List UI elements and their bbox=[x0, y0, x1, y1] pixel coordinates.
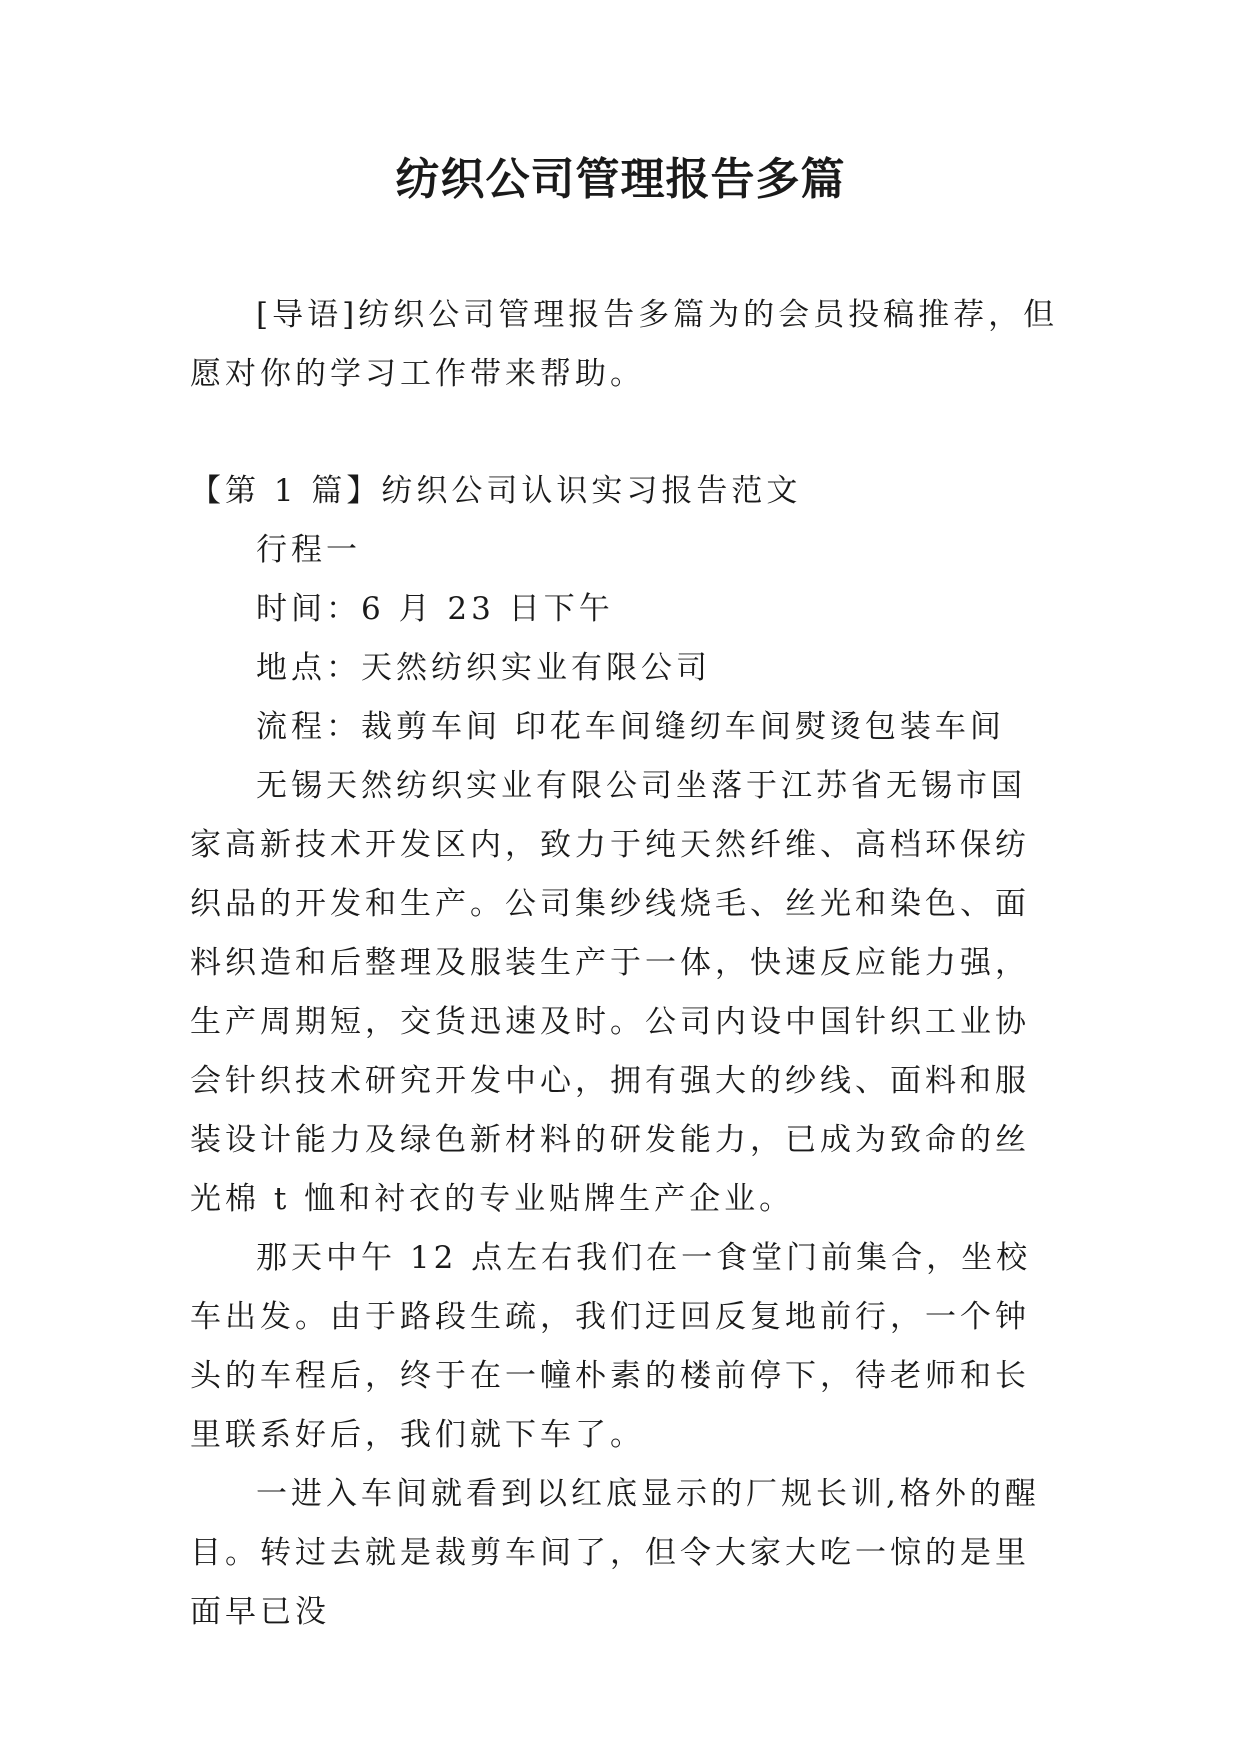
body-paragraph-trip: 那天中午 12 点左右我们在一食堂门前集合，坐校车出发。由于路段生疏，我们迂回反复地前行，一个钟头的车程后，终于在一幢朴素的楼前停下，待老师和长里联系好后，我们就下车了。 bbox=[190, 1240, 1032, 1453]
itinerary-time: 时间：6 月 23 日下午 bbox=[256, 591, 614, 627]
document-body bbox=[190, 286, 1060, 1642]
itinerary-process: 流程：裁剪车间 印花车间缝纫车间熨烫包装车间 bbox=[256, 709, 1005, 745]
document-title: 纺织公司管理报告多篇 bbox=[395, 154, 846, 205]
itinerary-place: 地点：天然纺织实业有限公司 bbox=[256, 650, 711, 686]
body-paragraph-company: 无锡天然纺织实业有限公司坐落于江苏省无锡市国家高新技术开发区内，致力于纯天然纤维、高档环保纺织品的开发和生产。公司集纱线烧毛、丝光和染色、面料织造和后整理及服装生产于一体，快速反应能力强，生产周期短，交货迅速及时。公司内设中国针织工业协会针织技术研究开发中心，拥有强大的纱线、面料和服装设计能力及绿色新材料的研发能力，已成为致命的丝光棉 t 恤和衬衣的专业贴牌生产企业。 bbox=[190, 768, 1030, 1217]
itinerary-name: 行程一 bbox=[256, 532, 361, 568]
section-heading: 【第 1 篇】纺织公司认识实习报告范文 bbox=[190, 473, 802, 509]
body-paragraph-workshop: 一进入车间就看到以红底显示的厂规长训,格外的醒目。转过去就是裁剪车间了，但令大家大吃一惊的是里面早已没 bbox=[190, 1476, 1040, 1630]
intro-paragraph: [导语]纺织公司管理报告多篇为的会员投稿推荐，但愿对你的学习工作带来帮助。 bbox=[190, 297, 1059, 392]
